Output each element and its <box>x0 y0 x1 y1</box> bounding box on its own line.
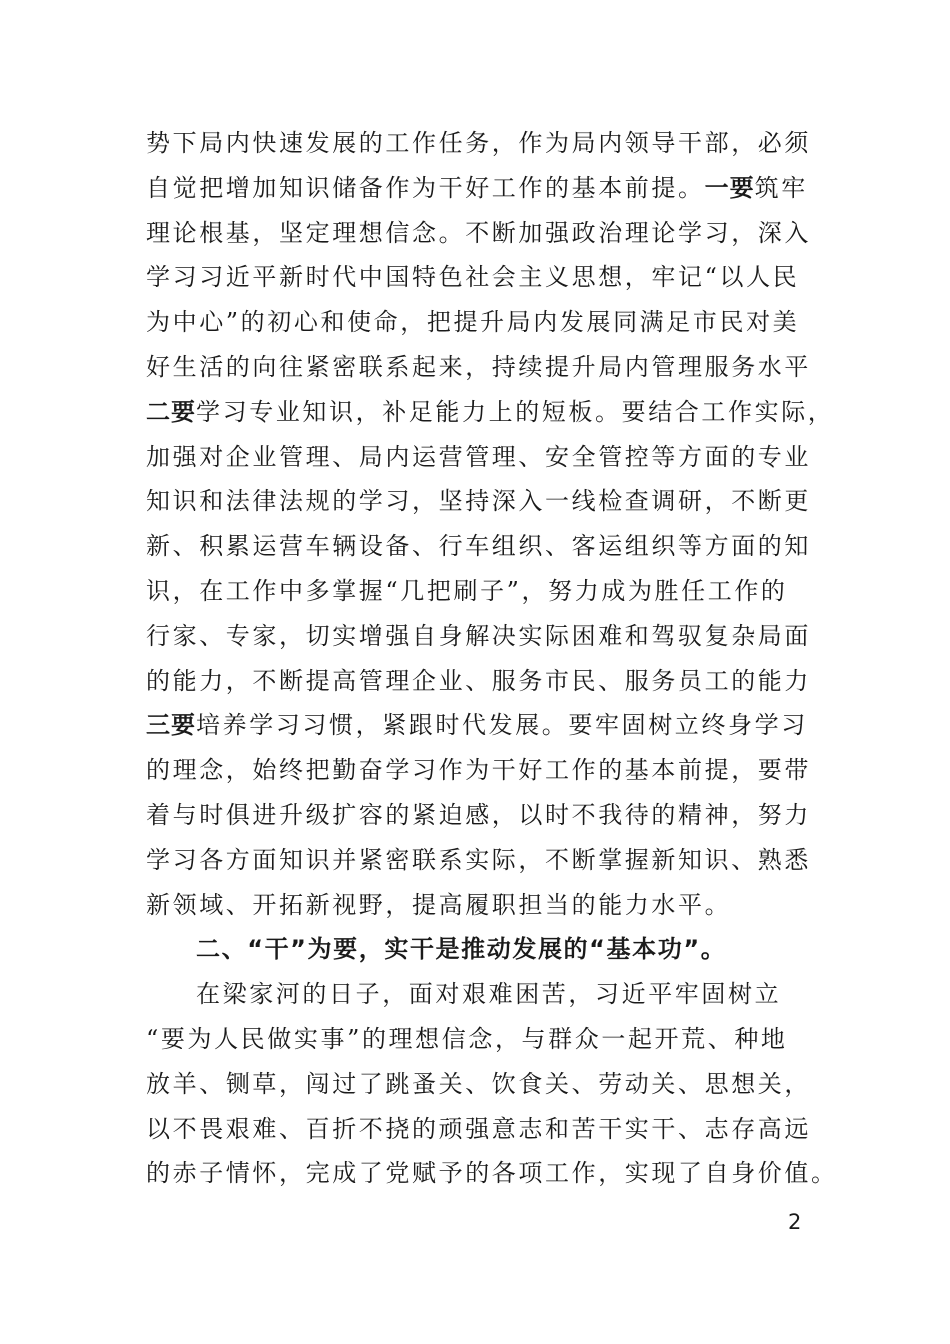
text-line: 在梁家河的日子，面对艰难困苦，习近平牢固树立 <box>196 980 782 1009</box>
text-line: 加强对企业管理、局内运营管理、安全管控等方面的专业 <box>146 442 811 471</box>
text-line: 的能力，不断提高管理企业、服务市民、服务员工的能力 <box>146 666 811 695</box>
text-segment: 培养学习习惯，紧跟时代发展。要牢固树立终身学习 <box>196 711 808 740</box>
text-line: 学习习近平新时代中国特色社会主义思想，牢记“以人民 <box>146 263 800 292</box>
emphasis-text: 二要 <box>146 397 196 426</box>
text-line: 好生活的向往紧密联系起来，持续提升局内管理服务水平 <box>146 352 811 381</box>
text-line: 新领域、开拓新视野，提高履职担当的能力水平。 <box>146 890 732 919</box>
text-line: 势下局内快速发展的工作任务，作为局内领导干部，必须 <box>146 129 811 157</box>
text-line: 知识和法律法规的学习，坚持深入一线检查调研，不断更 <box>146 487 811 516</box>
body-text <box>146 121 838 1196</box>
text-line: 识，在工作中多掌握“几把刷子”，努力成为胜任工作的 <box>146 576 788 605</box>
section-heading: 二、“干”为要，实干是推动发展的“基本功”。 <box>196 935 727 964</box>
text-line: 新、积累运营车辆设备、行车组织、客运组织等方面的知 <box>146 532 811 561</box>
emphasis-text: 一要 <box>704 173 755 202</box>
text-line <box>146 703 811 748</box>
text-segment: 筑牢 <box>754 173 808 202</box>
text-segment: 学习专业知识，补足能力上的短板。要结合工作实际， <box>196 397 835 426</box>
text-line: 着与时俱进升级扩容的紧迫感，以时不我待的精神，努力 <box>146 800 811 829</box>
emphasis-text: 三要 <box>146 711 196 740</box>
text-line: 行家、专家，切实增强自身解决实际困难和驾驭复杂局面 <box>146 621 811 650</box>
text-line: 的赤子情怀，完成了党赋予的各项工作，实现了自身价值。 <box>146 1159 838 1188</box>
text-line: “要为人民做实事”的理想信念，与群众一起开荒、种地 <box>146 1024 788 1053</box>
text-line: 放羊、铡草，闯过了跳蚤关、饮食关、劳动关、思想关， <box>146 1069 811 1098</box>
text-line: 学习各方面知识并紧密联系实际，不断掌握新知识、熟悉 <box>146 845 811 874</box>
text-line: 的理念，始终把勤奋学习作为干好工作的基本前提，要带 <box>146 756 811 785</box>
text-line <box>146 166 811 211</box>
text-segment: 自觉把增加知识储备作为干好工作的基本前提。 <box>146 173 705 202</box>
page-number: 2 <box>788 1210 802 1234</box>
text-line: 以不畏艰难、百折不挠的顽强意志和苦干实干、志存高远 <box>146 1114 811 1143</box>
text-line <box>146 390 835 435</box>
text-line: 理论根基，坚定理想信念。不断加强政治理论学习，深入 <box>146 218 811 247</box>
text-line: 为中心”的初心和使命，把提升局内发展同满足市民对美 <box>146 308 800 337</box>
